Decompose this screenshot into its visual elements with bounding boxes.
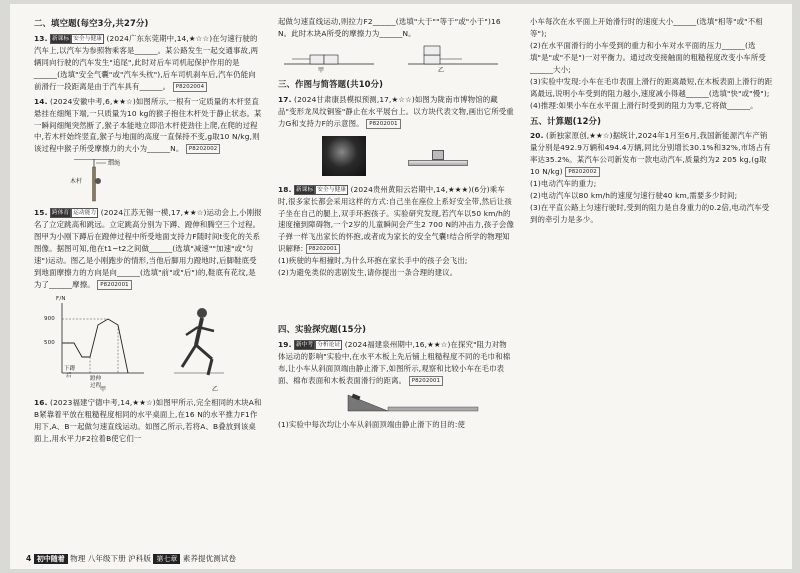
- exam-page: [10, 4, 792, 569]
- question-text: (2024福建泉州期中,16,★★☆)在探究"阻力对物体运动的影响"实验中,在水平木板上先后铺上粗糙程度不同的毛巾和棉布,让小车从斜面顶端由静止滑下,如图所示,观察和比较小车在毛巾表面、棉布表面和木板表面滑行的距离。: [278, 340, 511, 385]
- answer-space: [278, 282, 514, 322]
- phase-label: 下蹲: [64, 366, 76, 373]
- section-drawing-title: 三、作图与简答题(共10分): [278, 78, 384, 89]
- brand-logo: 初中随着: [34, 554, 68, 564]
- question-text: (2024广东东莞期中,14,★☆☆)在匀速行驶的汽车上,以汽车为参照物乘客是______。某公路发生一起交通事故,两辆同向行驶的汽车发生"追尾",此时对后车司机起保护作用的是______(选填"安全气囊"或"汽车头枕"),后车司机刹车后,汽车仍能向前滑行一段距离是由于汽车具有______。: [34, 33, 259, 91]
- question-text: (2023福建宁德中考,14,★★☆)如图甲所示,完全相同的木块A和B紧靠着平放在粗糙程度相同的水平桌面上,在16 N的水平推力F1作用下,A、B一起做匀速直线运动。如图乙所示,若将A、B叠放到该桌面上,用水平力F2拉着B使它们一: [34, 398, 262, 444]
- caption-jia: 甲: [318, 66, 325, 74]
- footer-edition: 沪科版: [128, 554, 151, 563]
- question-19: 19. 新中考 分析论证 (2024福建泉州期中,16,★★☆)在探究"阻力对物体运动的影响"实验中,在水平木板上先后铺上粗糙程度不同的毛巾和棉布,让小车从斜面顶端由静止滑下,如图所示,观察和比较小车在毛巾表面、棉布表面和木板表面滑行的距离。 P8202001 (1)实验中每次均让小车从斜面顶端由静止滑下的目的:使: [278, 339, 514, 431]
- figure-ramp: [278, 391, 514, 415]
- figure-blocks: [278, 44, 514, 74]
- figure-monkey-pole: [34, 159, 262, 203]
- tag-badge: 分析论证: [317, 342, 341, 349]
- pole-label: 木杆: [70, 178, 83, 186]
- tag-badge: 运动能力: [73, 210, 97, 217]
- question-text: (2024江苏无锡一模,17,★★☆)运动会上,小刚报名了立定跳高和跳远。立定跳高分别为下蹲、蹬伸和腾空三个过程。图甲为小刚下蹲后在蹬伸过程中所受地面支持力F随时间t变化的关系图像。据图可知,他在t1~t2之间做______(选填"减速""加速"或"匀速")运动。图乙是小刚跑步的情形,当他后脚用力蹬地时,后脚鞋底受到地面摩擦力的方向是向______(选填"前"或"后")的,鞋底有花纹,是为了______摩擦。: [34, 208, 262, 290]
- phase-label: 过程: [90, 383, 102, 390]
- page-number: 4: [26, 554, 32, 563]
- footer-chapter: 第七章: [153, 554, 180, 564]
- tag-badge: 跨体育: [52, 210, 70, 217]
- column-left: [34, 16, 262, 448]
- sub-question: (1)电动汽车的重力;: [530, 179, 597, 189]
- section-calc-title: 五、计算题(12分): [530, 115, 602, 126]
- sub-question: (2)电动汽车以80 km/h的速度匀速行驶40 km,需要多少时间;: [530, 191, 738, 201]
- figure-force-graph: [34, 295, 262, 393]
- bronze-photo: [322, 136, 366, 176]
- question-code: P8202001: [366, 119, 400, 129]
- sub-question: (3)实验中发现:小车在毛巾表面上滑行的距离最短,在木板表面上滑行的距离最远,说明小车受到的阻力越小,速度减小得越______(选填"快"或"慢");: [530, 76, 773, 98]
- block-object: [432, 150, 444, 160]
- sub-question: (1)实验中每次均让小车从斜面顶端由静止滑下的目的:使: [278, 419, 465, 429]
- graph-y-tick-500: 500: [44, 340, 55, 347]
- caption-yi: 乙: [212, 386, 219, 394]
- section-experiment-title: 四、实验探究题(15分): [278, 324, 367, 335]
- page-footer: [26, 553, 236, 564]
- tag-badge: 安全与健康: [73, 35, 103, 42]
- sub-question: 小车每次在水平面上开始滑行时的速度大小______(选填"相等"或"不相等");: [530, 17, 763, 38]
- question-text: (新独家原创,★★☆)据统计,2024年1月至6月,我国新能源汽车产销量分别是492.9万辆和494.4万辆,同比分别增长30.1%和32%,市场占有率达35.2%。某汽车公司新发布一款电动汽车,质量约为2 205 kg,(g取10 N/kg): [530, 131, 771, 177]
- question-text: (2024甘肃康县模拟预测,17,★☆☆)如图为陇南市博物馆的藏品"变形龙凤纹铜鉴"静止在水平展台上。以方块代表文物,画出它所受重力G和支持力F的示意图。: [278, 94, 514, 128]
- question-text: 起做匀速直线运动,则拉力F2______(选填"大于""等于"或"小于")16 N。此时木块A所受的摩擦力为______N。: [278, 17, 501, 38]
- question-15: 15. 跨体育 运动能力 (2024江苏无锡一模,17,★★☆)运动会上,小刚报名了立定跳高和跳远。立定跳高分别为下蹲、蹬伸和腾空三个过程。图甲为小刚下蹲后在蹬伸过程中所受地面支持力F随时间t变化的关系图像。据图可知,他在t1~t2之间做______(选填"减速""加速"或"匀速")运动。图乙是小刚跑步的情形,当他后脚用力蹬地时,后脚鞋底受到地面摩擦力的方向是向______(选填"前"或"后")的,鞋底有花纹,是为了______摩擦。 P8202001 F/N 900 500 下蹲 后 蹬伸 过程 甲 乙: [34, 208, 262, 394]
- blocks-diagram: [278, 44, 514, 74]
- question-16: 16. (2023福建宁德中考,14,★★☆)如图甲所示,完全相同的木块A和B紧靠着平放在粗糙程度相同的水平桌面上,在16 N的水平推力F1作用下,A、B一起做匀速直线运动。如图乙所示,若将A、B叠放到该桌面上,用水平力F2拉着B使它们一: [34, 398, 262, 444]
- caption-jia: 甲: [100, 386, 107, 394]
- question-20: 20. (新独家原创,★★☆)据统计,2024年1月至6月,我国新能源汽车产销量分别是492.9万辆和494.4万辆,同比分别增长30.1%和32%,市场占有率达35.2%。某汽车公司新发布一款电动汽车,质量约为2 205 kg,(g取10 N/kg) P8202002 (1)电动汽车的重力; (2)电动汽车以80 km/h的速度匀速行驶40 km,需要多少时间; (3)在平直公路上匀速行驶时,受到的阻力是自身重力的0.2倍,电动汽车受到的牵引力是多少。: [530, 130, 774, 226]
- sub-question: (4)推理:如果小车在水平面上滑行时受到的阻力为零,它将做______。: [530, 100, 758, 110]
- footer-grade: 八年级下册: [87, 554, 126, 563]
- question-text: (2024安徽中考,6,★★☆)如图所示,一根有一定质量的木杆竖直悬挂在细绳下端,一只质量为10 kg的猴子抱住木杆处于静止状态。某一瞬间细绳突然断了,猴子本能地立即沿木杆使劲往上爬,在爬的过程中,若木杆始终竖直,猴子与地面的高度一直保持不变,g取10 N/kg,则该过程中猴子所受摩擦力的大小为______N。: [34, 96, 262, 154]
- figure-bronze: [278, 134, 514, 180]
- question-19-continued: [530, 16, 774, 112]
- question-18: 18. 新课标 安全与健康 (2024贵州黄阳云岩期中,14,★★★)(6分)乘车时,很多家长都会采用这样的方式:自己坐在座位上系好安全带,然后让孩子坐在自己的腿上,双手环抱孩子。实验研究发现,若汽车以50 km/h的速度撞到障碍物,一个2岁的儿童瞬间会产生2 700 N的冲击力,孩子会像子弹一样飞出家长的怀抱,或者成为家长的安全气囊!结合所学的物理知识解释: P8202001 (1)疾驶的车相撞时,为什么环抱在家长手中的孩子会飞出; (2)为避免类似的悲剧发生,请你提出一条合理的建议。: [278, 184, 514, 278]
- phase-label: 蹬伸: [90, 376, 102, 383]
- graph-y-tick-900: 900: [44, 316, 55, 323]
- question-code: P8202002: [186, 144, 220, 154]
- column-middle: [278, 16, 514, 434]
- footer-series: 素养提优测试卷: [182, 554, 236, 563]
- column-right: [530, 16, 774, 229]
- sub-question: (2)为避免类似的悲剧发生,请你提出一条合理的建议。: [278, 268, 458, 278]
- tag-badge: 新中考: [296, 342, 314, 349]
- sub-question: (1)疾驶的车相撞时,为什么环抱在家长手中的孩子会飞出;: [278, 256, 468, 266]
- tag-badge: 新课标: [296, 186, 314, 193]
- question-16-continued: [278, 16, 514, 74]
- tag-badge: 安全与健康: [317, 186, 347, 193]
- tag-badge: 新课标: [52, 35, 70, 42]
- phase-label: 后: [66, 373, 72, 380]
- section-fill-title: 二、填空题(每空3分,共27分): [34, 18, 149, 28]
- question-code: P8202001: [409, 376, 443, 386]
- stand-plate: [408, 160, 468, 166]
- runner-figure: [174, 308, 224, 375]
- question-17: 17. (2024甘肃康县模拟预测,17,★☆☆)如图为陇南市博物馆的藏品"变形龙凤纹铜鉴"静止在水平展台上。以方块代表文物,画出它所受重力G和支持力F的示意图。 P8202001: [278, 94, 514, 180]
- rope-label: 细绳: [108, 160, 121, 168]
- footer-subject: 物理: [70, 554, 86, 563]
- sub-question: (2)在水平面滑行的小车受到的重力和小车对水平面的压力______(选填"是"或"不是")一对平衡力。通过改变接触面的粗糙程度改变小车所受______大小;: [530, 40, 766, 74]
- ramp-diagram: [278, 391, 514, 415]
- question-code: P8202004: [173, 82, 207, 92]
- caption-yi: 乙: [438, 66, 445, 74]
- question-code: P8202002: [565, 167, 599, 177]
- question-14: 14. (2024安徽中考,6,★★☆)如图所示,一根有一定质量的木杆竖直悬挂在细绳下端,一只质量为10 kg的猴子抱住木杆处于静止状态。某一瞬间细绳突然断了,猴子本能地立即沿木杆使劲往上爬,在爬的过程中,若木杆始终竖直,猴子与地面的高度一直保持不变,g取10 N/kg,则该过程中猴子所受摩擦力的大小为______N。 P8202002 细绳 木杆: [34, 96, 262, 204]
- question-code: P8202001: [306, 244, 340, 254]
- question-code: P8202001: [97, 280, 131, 290]
- question-13: 13. 新课标 安全与健康 (2024广东东莞期中,14,★☆☆)在匀速行驶的汽车上,以汽车为参照物乘客是______。某公路发生一起交通事故,两辆同向行驶的汽车发生"追尾",此时对后车司机起保护作用的是______(选填"安全气囊"或"汽车头枕"),后车司机刹车后,汽车仍能向前滑行一段距离是由于汽车具有______。 P8202004: [34, 33, 259, 91]
- sub-question: (3)在平直公路上匀速行驶时,受到的阻力是自身重力的0.2倍,电动汽车受到的牵引力是多少。: [530, 203, 770, 225]
- graph-y-label: F/N: [56, 296, 66, 303]
- question-text: (2024贵州黄阳云岩期中,14,★★★)(6分)乘车时,很多家长都会采用这样的方式:自己坐在座位上系好安全带,然后让孩子坐在自己的腿上,双手环抱孩子。实验研究发现,若汽车以50 km/h的速度撞到障碍物,一个2岁的儿童瞬间会产生2 700 N的冲击力,孩子会像子弹一样飞出家长的怀抱,或者成为家长的安全气囊!结合所学的物理知识解释:: [278, 184, 514, 254]
- monkey-pole-diagram: [34, 159, 154, 203]
